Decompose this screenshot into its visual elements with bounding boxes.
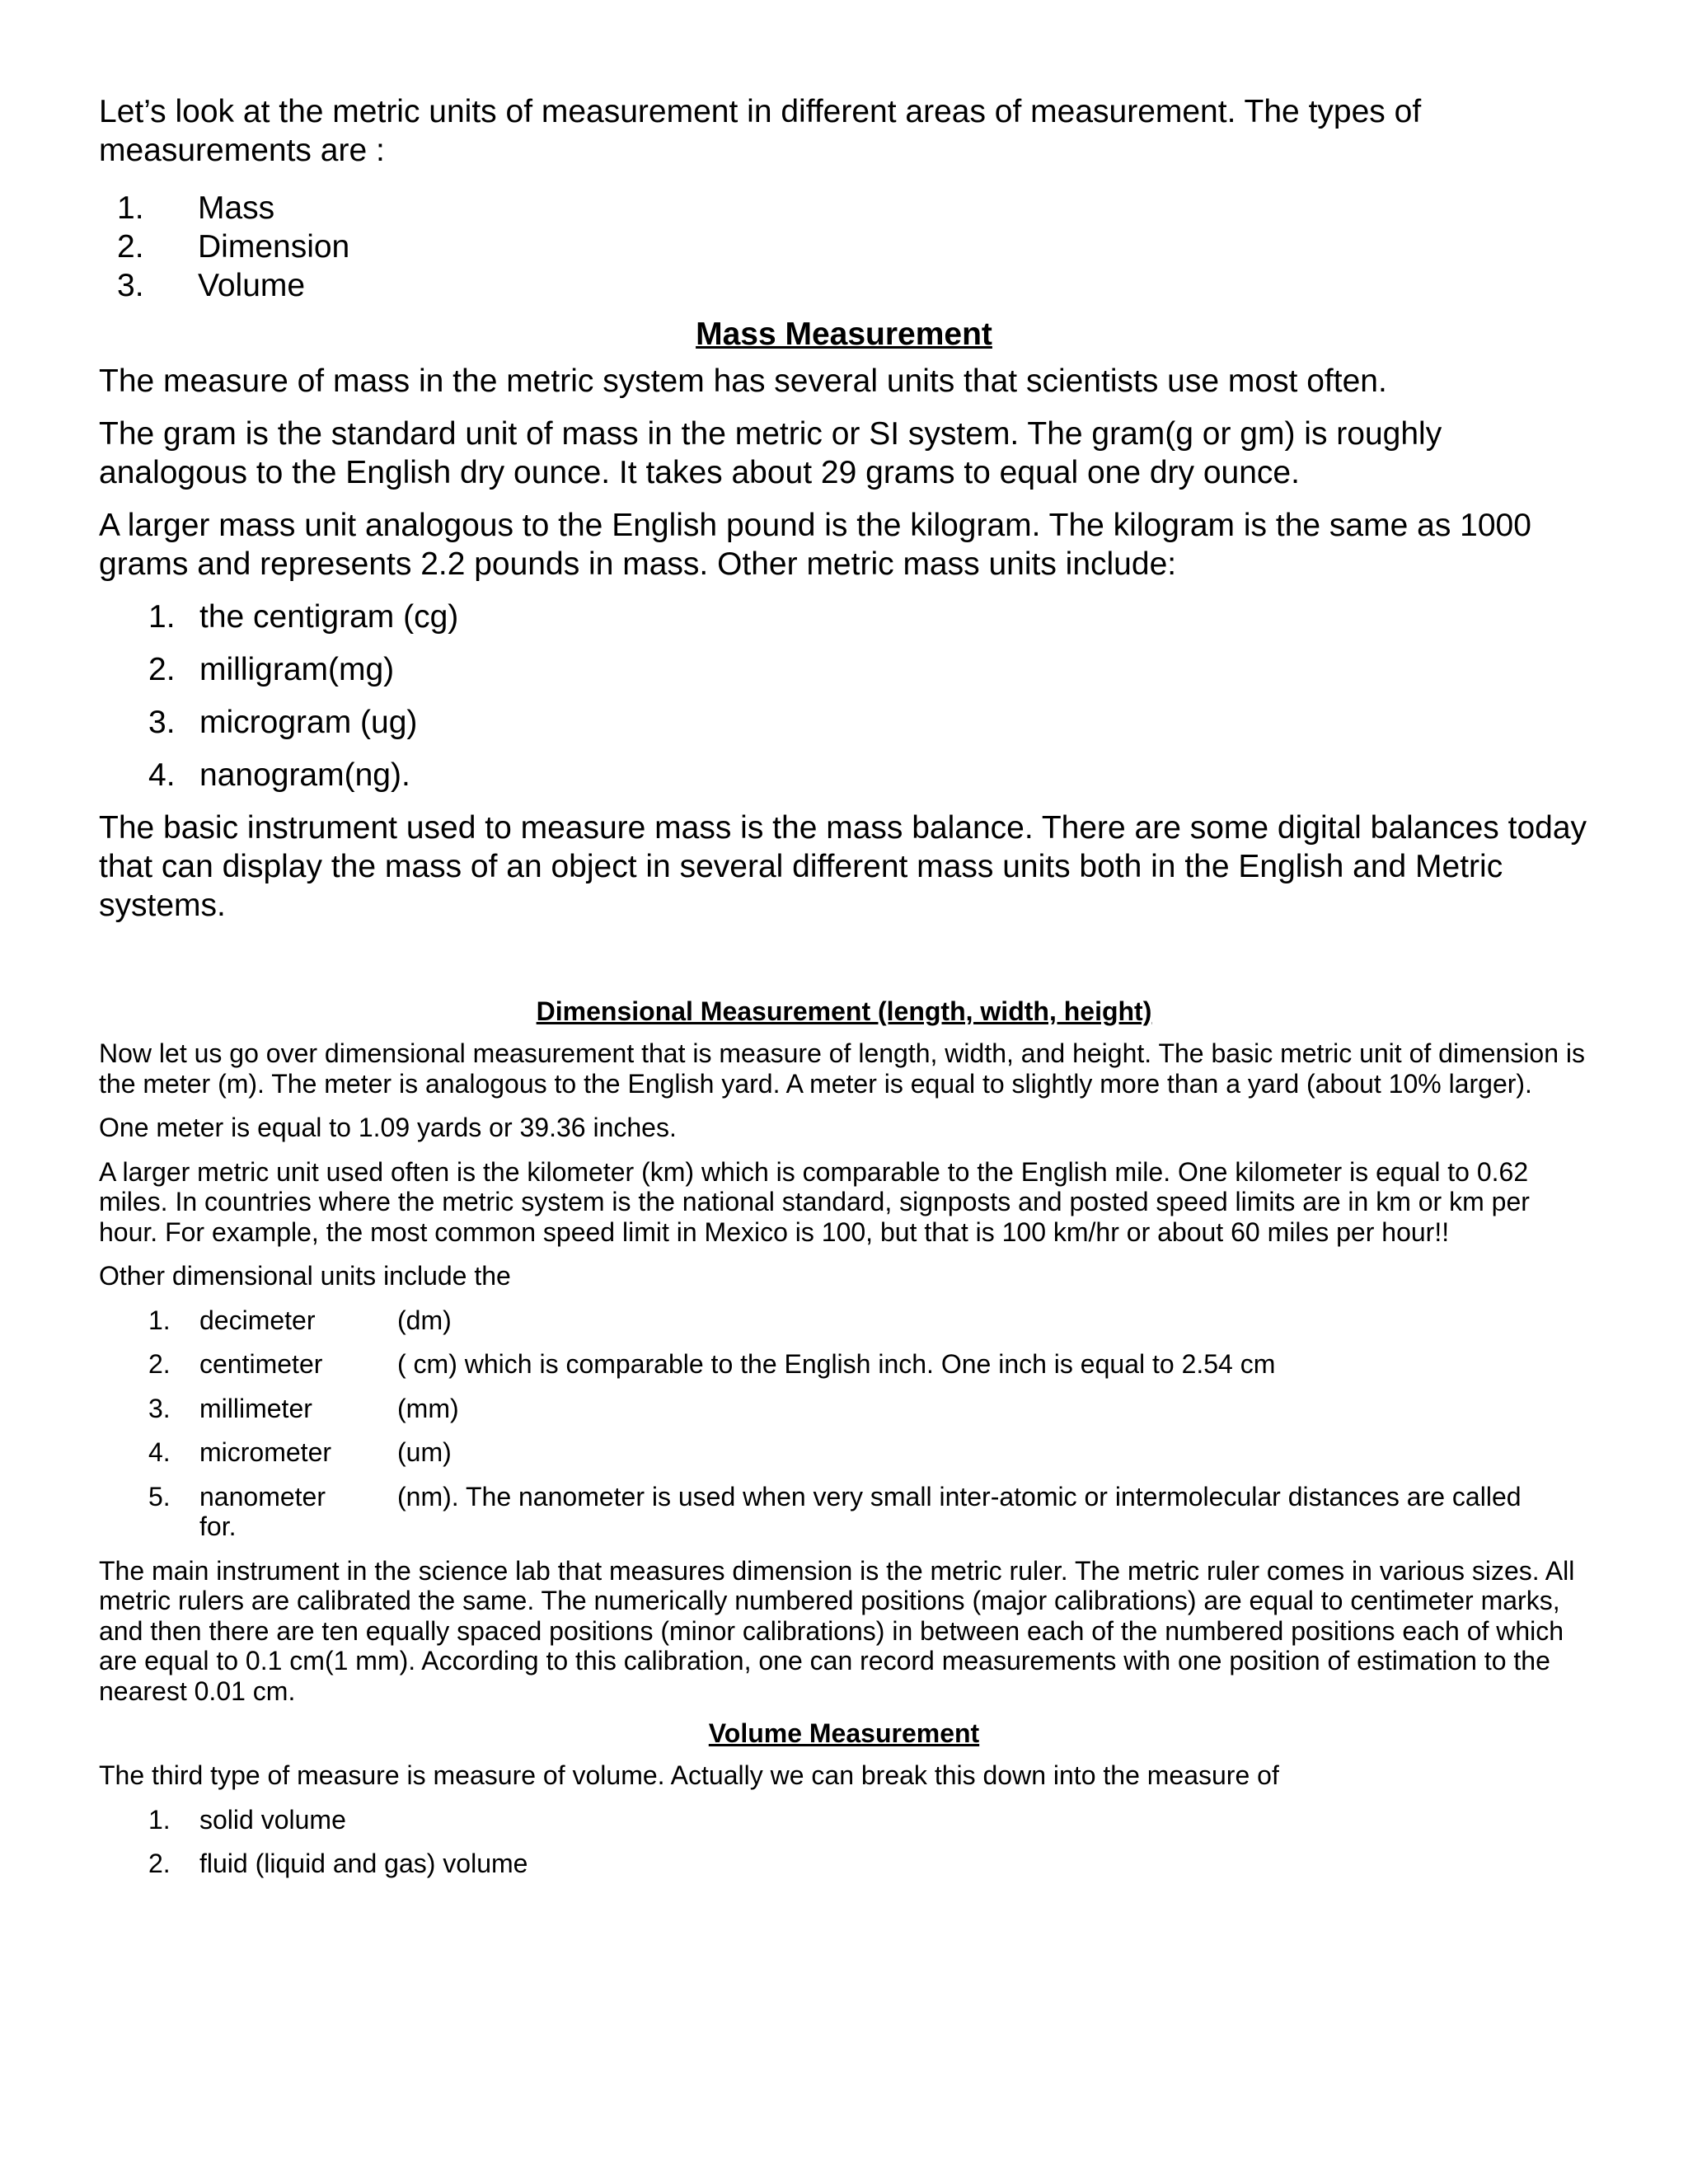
list-item-label: fluid (liquid and gas) volume [199,1849,528,1878]
list-item [99,1305,1589,1336]
list-item [99,266,1589,305]
mass-paragraph-4: The basic instrument used to measure mass is the mass balance. There are some digital balances today that can display the mass of an object in several different mass units both in the English and Metric systems. [99,810,1587,923]
volume-types-list [99,1805,1589,1879]
mass-heading: Mass Measurement [696,316,992,352]
list-item [99,1349,1589,1380]
list-item-label: Mass [198,190,275,226]
list-number: 2. [148,1849,171,1878]
list-item [99,1437,1589,1468]
list-number: 1. [117,190,144,226]
list-item [99,756,1589,794]
mass-paragraph-1: The measure of mass in the metric system has several units that scientists use most often. [99,363,1387,399]
list-item [99,189,1589,227]
list-item-label: microgram (ug) [199,705,418,740]
measurement-types-list [99,189,1589,305]
dimension-paragraph-1: Now let us go over dimensional measurement that is measure of length, width, and height. The basic metric unit of dimension is the meter (m). The meter is analogous to the English yard. A meter is equal to slightly more than a yard (about 10% larger). [99,1038,1585,1099]
list-item-label: Dimension [198,229,350,265]
list-item-label: milligram(mg) [199,652,395,687]
list-number: 1. [148,599,176,635]
mass-paragraph-2: The gram is the standard unit of mass in the metric or SI system. The gram(g or gm) is roughly analogous to the English dry ounce. It takes about 29 grams to equal one dry ounce. [99,416,1442,490]
dimension-paragraph-4: Other dimensional units include the [99,1261,511,1291]
dimension-heading: Dimensional Measurement (length, width, height) [536,996,1152,1026]
dimension-units-list [99,1305,1589,1542]
list-number: 3. [148,705,176,740]
list-number: 4. [148,757,176,793]
unit-description: ( cm) which is comparable to the English inch. One inch is equal to 2.54 cm [397,1349,1276,1379]
list-item [99,1394,1589,1424]
list-item [99,1849,1589,1879]
list-item [99,1482,1589,1542]
unit-term: nanometer [199,1481,326,1511]
list-item [99,598,1589,636]
list-number: 4. [148,1437,171,1467]
dimension-paragraph-2: One meter is equal to 1.09 yards or 39.36 inches. [99,1113,677,1142]
unit-description: (nm). The nanometer is used when very small inter-atomic or intermolecular distances are called [397,1481,1522,1511]
intro-paragraph: Let’s look at the metric units of measurement in different areas of measurement. The types of measurements are : [99,94,1422,168]
volume-paragraph-1: The third type of measure is measure of volume. Actually we can break this down into the measure of [99,1760,1279,1790]
list-number: 1. [148,1305,171,1335]
list-number: 3. [117,268,144,303]
list-item-label: nanogram(ng). [199,757,410,793]
unit-description: (dm) [397,1305,452,1335]
unit-description: (um) [397,1437,452,1467]
dimension-paragraph-3: A larger metric unit used often is the kilometer (km) which is comparable to the English mile. One kilometer is equal to 0.62 miles. In countries where the metric system is the national standard, signposts and posted speed limits are in km or km per hour. For example, the most common speed limit in Mexico is 100, but that is 100 km/hr or about 60 miles per hour!! [99,1156,1530,1247]
list-number: 2. [148,1349,171,1379]
list-item [99,227,1589,266]
mass-units-list [99,598,1589,794]
list-item-label: the centigram (cg) [199,599,459,635]
list-item-label: solid volume [199,1804,346,1835]
unit-term: centimeter [199,1349,323,1379]
dimension-paragraph-5: The main instrument in the science lab that measures dimension is the metric ruler. The metric ruler comes in various sizes. All metric rulers are calibrated the same. The numerically numbered positions (major calibrations) are equal to centimeter marks, and then there are ten equally spaced positions (minor calibrations) in between each of the numbered positions each of which are equal to 0.1 cm(1 mm). According to this calibration, one can record measurements with one position of estimation to the nearest 0.01 cm. [99,1555,1575,1706]
list-number: 5. [148,1481,171,1511]
list-item [99,1805,1589,1835]
unit-entry [199,1482,1589,1542]
unit-term: micrometer [199,1437,332,1467]
volume-heading: Volume Measurement [708,1718,980,1748]
unit-term: decimeter [199,1305,316,1335]
list-number: 2. [148,652,176,687]
mass-paragraph-3: A larger mass unit analogous to the English pound is the kilogram. The kilogram is the same as 1000 grams and represents 2.2 pounds in mass. Other metric mass units include: [99,508,1531,582]
list-item [99,650,1589,689]
unit-term: millimeter [199,1393,312,1423]
list-number: 3. [148,1393,171,1423]
unit-description: (mm) [397,1393,459,1423]
document-page [99,92,1589,1893]
list-number: 2. [117,229,144,265]
list-item-label: Volume [198,268,306,303]
unit-description-continued: for. [199,1511,237,1541]
list-item [99,703,1589,742]
list-number: 1. [148,1804,171,1835]
